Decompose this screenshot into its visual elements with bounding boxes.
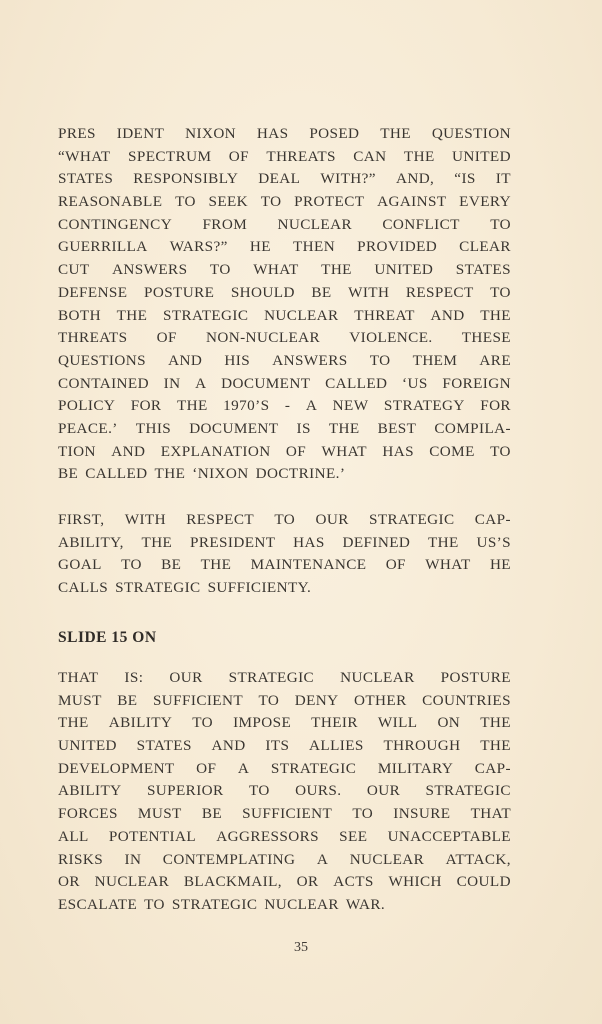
word: PRES (58, 125, 96, 142)
word: POSED (309, 125, 360, 142)
word: TO (260, 193, 282, 211)
word: FROM (202, 215, 248, 233)
word: ABILITY, (58, 533, 124, 551)
word: CONTAINED (58, 374, 149, 392)
word: AND (111, 442, 146, 460)
word: MILITARY (377, 759, 454, 777)
word: QUESTION (431, 125, 511, 142)
word: OURS. (295, 782, 342, 800)
word: COUNTRIES (422, 691, 511, 709)
word: CALLED (325, 374, 388, 392)
word: OF (228, 147, 249, 165)
word: WILL (377, 714, 418, 732)
word: SEE (339, 827, 368, 845)
word: UNACCEPTABLE (387, 827, 511, 845)
word: A (316, 850, 329, 868)
word: FORCES (58, 805, 118, 823)
word: ESCALATE (58, 895, 138, 913)
word: A (237, 759, 250, 777)
word: IS (296, 419, 311, 437)
word: TO (490, 283, 511, 301)
word: TO (192, 714, 214, 732)
word: THEN (292, 238, 336, 256)
word: IDENT (116, 125, 165, 142)
word: CONTINGENCY (58, 215, 173, 233)
word: BE (58, 465, 79, 483)
word: FOR (480, 397, 511, 415)
paragraph-nuclear-posture (58, 667, 511, 917)
word: SHOULD (230, 283, 295, 301)
word: BOTH (58, 306, 101, 324)
word: THE (176, 397, 208, 415)
word: NUCLEAR (264, 895, 339, 913)
word: THIS (135, 419, 172, 437)
word: US’S (476, 533, 511, 551)
word: MAINTENANCE (250, 556, 367, 574)
word: THE (480, 737, 511, 755)
word: ITS (265, 737, 290, 755)
word: TO (352, 805, 374, 823)
word: HIS (224, 351, 251, 369)
word: EVERY (459, 193, 511, 211)
word: STRATEGIC (228, 669, 315, 686)
word: THE (200, 556, 232, 574)
word: PEACE.’ (58, 419, 118, 437)
word: THE (480, 714, 511, 732)
page-number: 35 (294, 940, 308, 955)
word: ARE (479, 351, 511, 369)
word: IS: (124, 669, 144, 686)
word: TO (121, 556, 142, 574)
word: CUT (58, 261, 90, 279)
word: DEFENSE (58, 283, 128, 301)
word: THE (428, 533, 459, 551)
word: EXPLANATION (160, 442, 271, 460)
word: STRATEGIC (369, 511, 455, 528)
word: “IS (454, 170, 476, 188)
text-line (58, 509, 511, 532)
word: DEVELOPMENT (58, 759, 175, 777)
text-line (58, 123, 511, 146)
text-line (58, 282, 511, 305)
word: RESPECT (186, 511, 255, 528)
word: COMPILA- (434, 419, 511, 437)
word: ABILITY (108, 714, 173, 732)
word: HAS (256, 125, 289, 142)
text-line (58, 395, 511, 418)
word: QUESTIONS (58, 351, 146, 369)
word: DEFINED (342, 533, 411, 551)
word: CALLS (58, 579, 109, 597)
word: OUR (366, 782, 401, 800)
word: THE (403, 147, 435, 165)
word: CAN (353, 147, 387, 165)
word: THE (321, 261, 352, 279)
word: AND (430, 306, 465, 324)
word: SEEK (208, 193, 249, 211)
word: WARS?” (169, 238, 228, 256)
word: IN (163, 374, 181, 392)
word: POLICY (58, 397, 116, 415)
word: - (284, 397, 291, 415)
word: THE (380, 125, 411, 142)
word: AND, (395, 170, 435, 188)
word: SUFFICIENT (152, 691, 244, 709)
word: ALL (58, 827, 89, 845)
text-line (58, 577, 511, 600)
word: ABILITY (58, 782, 122, 800)
word: WHICH (388, 873, 442, 891)
word: NUCLEAR (264, 306, 339, 324)
word: FIRST, (58, 511, 105, 528)
word: OUR (315, 511, 349, 528)
word: MUST (137, 805, 182, 823)
word: THREATS (58, 329, 128, 347)
word: ANSWERS (112, 261, 188, 279)
word: SPECTRUM (128, 147, 212, 165)
word: TO (490, 215, 511, 233)
word: IMPOSE (233, 714, 292, 732)
word: TO (490, 442, 511, 460)
word: WAR. (345, 895, 386, 913)
word: OF (156, 329, 177, 347)
word: NON-NUCLEAR (206, 329, 321, 347)
word: ALLIES (309, 737, 364, 755)
word: THREATS (266, 147, 336, 165)
word: STATES (455, 261, 511, 279)
word: CALLED (85, 465, 148, 483)
word: STRATEGIC (270, 759, 357, 777)
word: TO (175, 193, 196, 211)
word: STRATEGIC (171, 895, 258, 913)
word: “WHAT (58, 147, 111, 165)
word: THESE (461, 329, 511, 347)
text-line (58, 259, 511, 282)
word: POSTURE (143, 283, 215, 301)
word: THEIR (311, 714, 358, 732)
word: DOCUMENT (189, 419, 279, 437)
word: AGGRESSORS (216, 827, 319, 845)
word: MUST (58, 691, 102, 709)
word: RISKS (58, 850, 104, 868)
word: HAS (293, 533, 325, 551)
word: ACTS (333, 873, 374, 891)
word: STRATEGIC (115, 579, 201, 597)
word: WHAT (321, 442, 367, 460)
text-line (58, 373, 511, 396)
word: IN (124, 850, 142, 868)
word: SUPERIOR (146, 782, 224, 800)
word: CONTEMPLATING (162, 850, 296, 868)
word: HE (249, 238, 271, 256)
word: NEW (332, 397, 369, 415)
word: ‘NIXON (192, 465, 249, 483)
word: TION (58, 442, 96, 460)
text-line (58, 758, 511, 781)
word: CONFLICT (382, 215, 460, 233)
word: GOAL (58, 556, 102, 574)
word: STRATEGIC (162, 306, 249, 324)
word: THE (154, 465, 186, 483)
word: INSURE (393, 805, 451, 823)
word: THE (480, 306, 511, 324)
text-line (58, 214, 511, 237)
word: BE (117, 691, 138, 709)
word: VIOLENCE. (349, 329, 433, 347)
word: COME (429, 442, 475, 460)
text-line (58, 894, 511, 917)
paragraph-nixon-question (58, 123, 511, 486)
word: RESPONSIBLY (133, 170, 239, 188)
word: PROTECT (294, 193, 365, 211)
word: UNITED (452, 147, 511, 165)
word: THAT (58, 669, 99, 686)
word: NUCLEAR (349, 850, 425, 868)
word: WITH?” (320, 170, 376, 188)
word: WITH (348, 283, 390, 301)
word: DEAL (258, 170, 301, 188)
word: STATES (58, 170, 114, 188)
text-line (58, 236, 511, 259)
word: A (305, 397, 318, 415)
word: OTHER (354, 691, 407, 709)
word: AND (211, 737, 246, 755)
word: TO (209, 261, 231, 279)
word: FOREIGN (442, 374, 511, 392)
text-line (58, 690, 511, 713)
word: GUERRILLA (58, 238, 148, 256)
text-line (58, 532, 511, 555)
word: BE (161, 556, 182, 574)
word: 1970’S (223, 397, 270, 415)
paragraph-strategic-sufficiency (58, 509, 511, 600)
word: WHAT (253, 261, 299, 279)
word: OR (58, 873, 80, 891)
word: DENY (294, 691, 339, 709)
word: WITH (124, 511, 166, 528)
text-line (58, 418, 511, 441)
word: ‘US (402, 374, 428, 392)
word: NUCLEAR (340, 669, 415, 686)
text-line (58, 667, 511, 690)
word: DOCTRINE.’ (255, 465, 346, 483)
word: PRESIDENT (189, 533, 276, 551)
word: ON (437, 714, 461, 732)
word: BEST (377, 419, 417, 437)
word: CAP- (474, 759, 511, 777)
word: SUFFICIENTY. (207, 579, 312, 597)
word: SUFFICIENT (242, 805, 333, 823)
word: PROVIDED (357, 238, 438, 256)
word: THREAT (354, 306, 415, 324)
word: HAS (382, 442, 414, 460)
word: TO (274, 511, 296, 528)
text-line (58, 463, 511, 486)
word: TO (258, 691, 280, 709)
word: THE (116, 306, 148, 324)
word: THAT (470, 805, 511, 823)
text-line (58, 735, 511, 758)
word: REASONABLE (58, 193, 163, 211)
word: ANSWERS (272, 351, 348, 369)
word: BE (201, 805, 223, 823)
word: IT (495, 170, 511, 188)
word: RESPECT (405, 283, 474, 301)
text-line (58, 780, 511, 803)
word: CAP- (474, 511, 511, 528)
word: FOR (130, 397, 162, 415)
text-line (58, 191, 511, 214)
word: POSTURE (440, 669, 511, 686)
word: BE (311, 283, 332, 301)
word: OF (196, 759, 217, 777)
slide-heading: SLIDE 15 ON (58, 629, 157, 646)
text-line (58, 146, 511, 169)
text-line (58, 871, 511, 894)
text-line (58, 327, 511, 350)
text-line (58, 849, 511, 872)
word: THROUGH (383, 737, 461, 755)
word: OR (296, 873, 319, 891)
text-line (58, 554, 511, 577)
text-line (58, 305, 511, 328)
text-line (58, 712, 511, 735)
text-line (58, 441, 511, 464)
word: POTENTIAL (108, 827, 197, 845)
word: UNITED (374, 261, 434, 279)
text-line (58, 350, 511, 373)
word: AGAINST (377, 193, 447, 211)
word: AND (168, 351, 203, 369)
word: THE (141, 533, 173, 551)
word: NIXON (185, 125, 237, 142)
text-line (58, 168, 511, 191)
word: OUR (169, 669, 203, 686)
word: THE (328, 419, 360, 437)
word: ATTACK, (445, 850, 511, 868)
word: TO (369, 351, 391, 369)
word: WHAT (425, 556, 471, 574)
word: DOCUMENT (221, 374, 311, 392)
word: TO (144, 895, 165, 913)
word: BLACKMAIL, (183, 873, 282, 891)
word: STRATEGIC (425, 782, 511, 800)
word: HE (489, 556, 511, 574)
word: STRATEGY (383, 397, 465, 415)
word: THEM (412, 351, 458, 369)
word: STATES (136, 737, 192, 755)
word: NUCLEAR (94, 873, 170, 891)
word: NUCLEAR (277, 215, 352, 233)
word: A (195, 374, 207, 392)
word: CLEAR (459, 238, 511, 256)
text-line (58, 803, 511, 826)
word: OF (285, 442, 307, 460)
word: COULD (456, 873, 511, 891)
text-line (58, 826, 511, 849)
word: THE (58, 714, 89, 732)
word: OF (385, 556, 406, 574)
word: TO (248, 782, 270, 800)
word: UNITED (58, 737, 117, 755)
